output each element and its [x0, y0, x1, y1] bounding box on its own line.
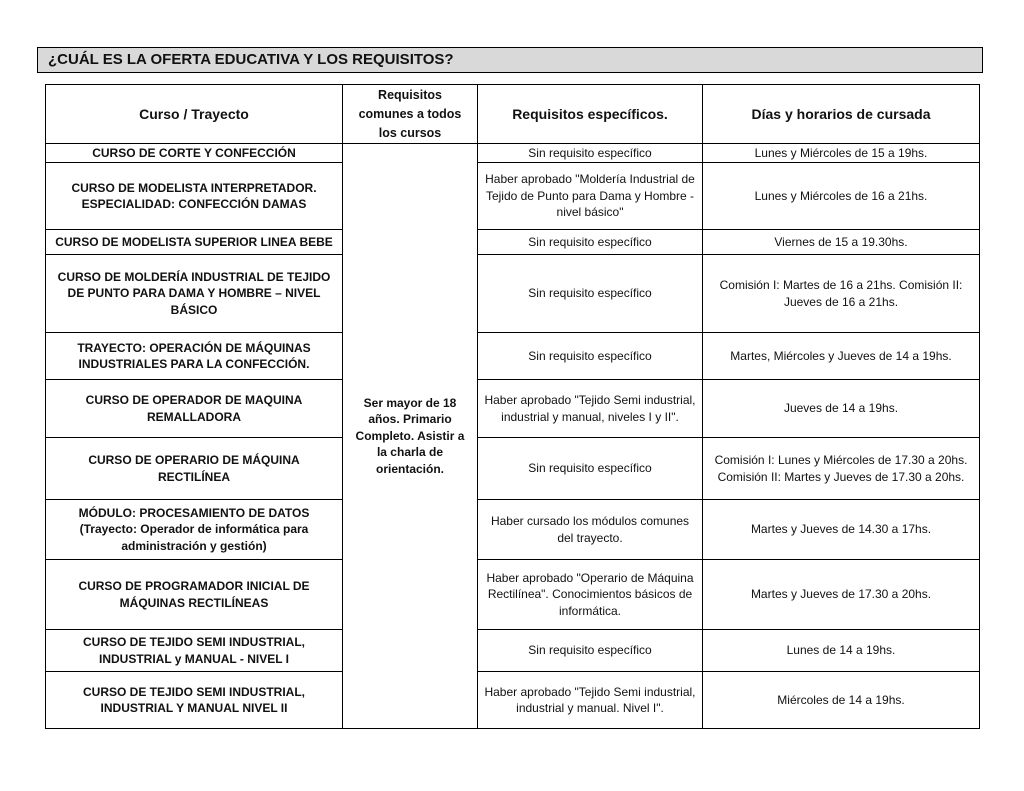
specific-requirement: Haber cursado los módulos comunes del trayecto. [478, 500, 703, 560]
specific-requirement: Sin requisito específico [478, 438, 703, 500]
course-name: TRAYECTO: OPERACIÓN DE MÁQUINAS INDUSTRIALES PARA LA CONFECCIÓN. [46, 333, 343, 380]
course-name: CURSO DE OPERADOR DE MAQUINA REMALLADORA [46, 380, 343, 438]
table-row [46, 380, 980, 438]
header-specific-requirements: Requisitos específicos. [478, 85, 703, 144]
schedule: Lunes y Miércoles de 15 a 19hs. [703, 144, 980, 163]
course-name: CURSO DE MODELISTA SUPERIOR LINEA BEBE [46, 230, 343, 255]
table-row [46, 144, 980, 163]
specific-requirement: Haber aprobado "Moldería Industrial de Tejido de Punto para Dama y Hombre - nivel básico" [478, 163, 703, 230]
specific-requirement: Haber aprobado "Operario de Máquina Rectilínea". Conocimientos básicos de informática. [478, 560, 703, 630]
specific-requirement: Sin requisito específico [478, 333, 703, 380]
courses-table [45, 84, 980, 729]
schedule: Miércoles de 14 a 19hs. [703, 672, 980, 729]
table-row [46, 672, 980, 729]
course-name: CURSO DE PROGRAMADOR INICIAL DE MÁQUINAS RECTILÍNEAS [46, 560, 343, 630]
course-name: CURSO DE MOLDERÍA INDUSTRIAL DE TEJIDO DE PUNTO PARA DAMA Y HOMBRE – NIVEL BÁSICO [46, 255, 343, 333]
schedule: Martes y Jueves de 17.30 a 20hs. [703, 560, 980, 630]
schedule: Comisión I: Martes de 16 a 21hs. Comisión II: Jueves de 16 a 21hs. [703, 255, 980, 333]
header-schedule: Días y horarios de cursada [703, 85, 980, 144]
specific-requirement: Haber aprobado "Tejido Semi industrial, industrial y manual, niveles I y II". [478, 380, 703, 438]
table-row [46, 560, 980, 630]
table-row [46, 163, 980, 230]
header-course: Curso / Trayecto [46, 85, 343, 144]
schedule: Lunes de 14 a 19hs. [703, 630, 980, 672]
table-row [46, 230, 980, 255]
schedule: Comisión I: Lunes y Miércoles de 17.30 a 20hs. Comisión II: Martes y Jueves de 17.30 a 20hs. [703, 438, 980, 500]
course-name: CURSO DE CORTE Y CONFECCIÓN [46, 144, 343, 163]
course-name: CURSO DE OPERARIO DE MÁQUINA RECTILÍNEA [46, 438, 343, 500]
header-row [46, 85, 980, 144]
specific-requirement: Sin requisito específico [478, 230, 703, 255]
specific-requirement: Sin requisito específico [478, 144, 703, 163]
table-row [46, 255, 980, 333]
table-row [46, 333, 980, 380]
specific-requirement: Haber aprobado "Tejido Semi industrial, industrial y manual. Nivel I". [478, 672, 703, 729]
page-title: ¿CUÁL ES LA OFERTA EDUCATIVA Y LOS REQUISITOS? [37, 47, 983, 73]
schedule: Martes y Jueves de 14.30 a 17hs. [703, 500, 980, 560]
table-row [46, 630, 980, 672]
schedule: Viernes de 15 a 19.30hs. [703, 230, 980, 255]
specific-requirement: Sin requisito específico [478, 255, 703, 333]
common-requirements: Ser mayor de 18 años. Primario Completo. Asistir a la charla de orientación. [343, 144, 478, 729]
table-row [46, 500, 980, 560]
schedule: Jueves de 14 a 19hs. [703, 380, 980, 438]
schedule: Lunes y Miércoles de 16 a 21hs. [703, 163, 980, 230]
course-name: CURSO DE TEJIDO SEMI INDUSTRIAL, INDUSTRIAL y MANUAL - NIVEL I [46, 630, 343, 672]
table-row [46, 438, 980, 500]
course-name: MÓDULO: PROCESAMIENTO DE DATOS (Trayecto: Operador de informática para administración y gestión) [46, 500, 343, 560]
header-common-requirements: Requisitos comunes a todos los cursos [343, 85, 478, 144]
specific-requirement: Sin requisito específico [478, 630, 703, 672]
course-name: CURSO DE MODELISTA INTERPRETADOR. ESPECIALIDAD: CONFECCIÓN DAMAS [46, 163, 343, 230]
course-name: CURSO DE TEJIDO SEMI INDUSTRIAL, INDUSTRIAL Y MANUAL NIVEL II [46, 672, 343, 729]
schedule: Martes, Miércoles y Jueves de 14 a 19hs. [703, 333, 980, 380]
